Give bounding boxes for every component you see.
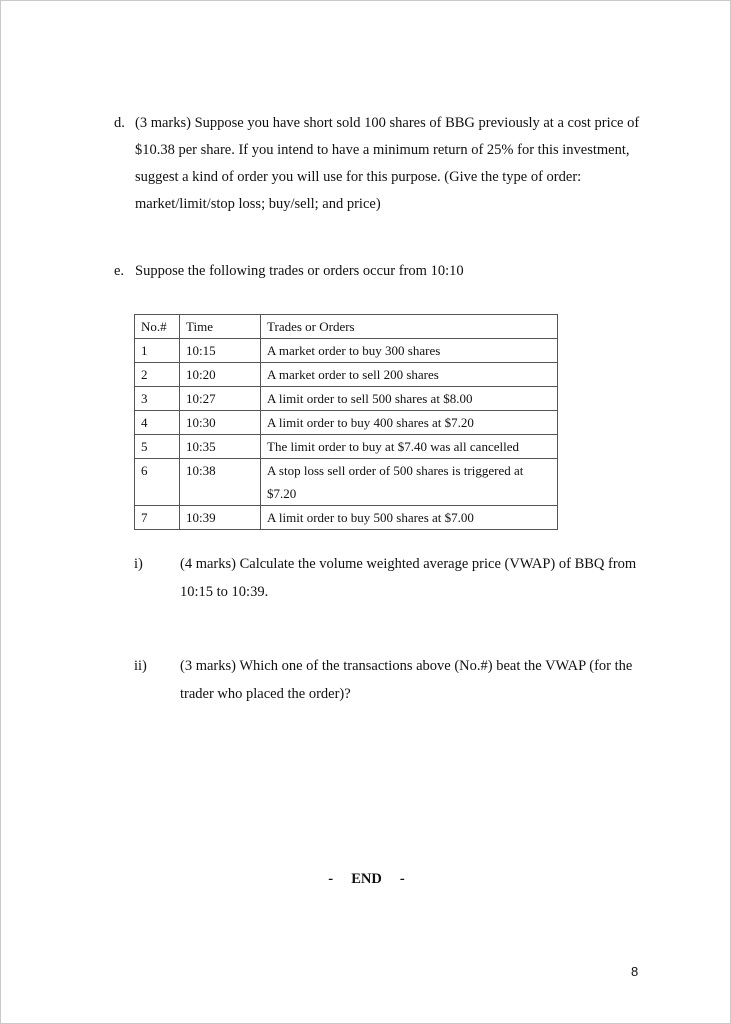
row-order: A limit order to sell 500 shares at $8.00 — [261, 387, 558, 411]
row-order: A limit order to buy 500 shares at $7.00 — [261, 506, 558, 530]
sub-question-i-text: (4 marks) Calculate the volume weighted average price (VWAP) of BBQ from 10:15 to 10:39. — [180, 556, 637, 600]
sub-question-ii-label: ii) — [134, 658, 147, 674]
table-row — [135, 459, 558, 506]
page-number: 8 — [631, 964, 639, 979]
row-order: A market order to sell 200 shares — [261, 363, 558, 387]
row-order: A limit order to buy 400 shares at $7.20 — [261, 411, 558, 435]
row-order: A market order to buy 300 shares — [261, 339, 558, 363]
row-no: 4 — [135, 411, 180, 435]
row-time: 10:20 — [180, 363, 261, 387]
row-no: 2 — [135, 363, 180, 387]
header-trades: Trades or Orders — [261, 315, 558, 339]
row-order: A stop loss sell order of 500 shares is triggered at $7.20 — [261, 459, 558, 506]
row-time: 10:38 — [180, 459, 261, 506]
question-e-text: Suppose the following trades or orders occur from 10:10 — [135, 263, 464, 279]
end-marker: - END - — [328, 871, 405, 887]
table-row — [135, 387, 558, 411]
table-header-row — [135, 315, 558, 339]
row-no: 1 — [135, 339, 180, 363]
sub-question-ii-text: (3 marks) Which one of the transactions above (No.#) beat the VWAP (for the trader who placed the order)? — [180, 658, 633, 702]
row-no: 6 — [135, 459, 180, 506]
table-row — [135, 435, 558, 459]
row-time: 10:15 — [180, 339, 261, 363]
row-no: 5 — [135, 435, 180, 459]
sub-question-i-label: i) — [134, 556, 143, 572]
table-row — [135, 506, 558, 530]
row-time: 10:27 — [180, 387, 261, 411]
table-row — [135, 411, 558, 435]
header-no: No.# — [135, 315, 180, 339]
row-no: 3 — [135, 387, 180, 411]
row-no: 7 — [135, 506, 180, 530]
question-e-label: e. — [114, 263, 125, 279]
header-time: Time — [180, 315, 261, 339]
table-row — [135, 363, 558, 387]
row-time: 10:39 — [180, 506, 261, 530]
question-d-label: d. — [114, 115, 125, 131]
row-time: 10:35 — [180, 435, 261, 459]
table-row — [135, 339, 558, 363]
question-d-text: (3 marks) Suppose you have short sold 100 shares of BBG previously at a cost price of $10.38 per share. If you intend to have a minimum return of 25% for this investment, suggest a kind of order you will use for this purpose. (Give the type of order: market/limit/stop loss; buy/sell; and price) — [135, 115, 640, 212]
row-order: The limit order to buy at $7.40 was all cancelled — [261, 435, 558, 459]
trades-table — [134, 314, 558, 530]
row-time: 10:30 — [180, 411, 261, 435]
